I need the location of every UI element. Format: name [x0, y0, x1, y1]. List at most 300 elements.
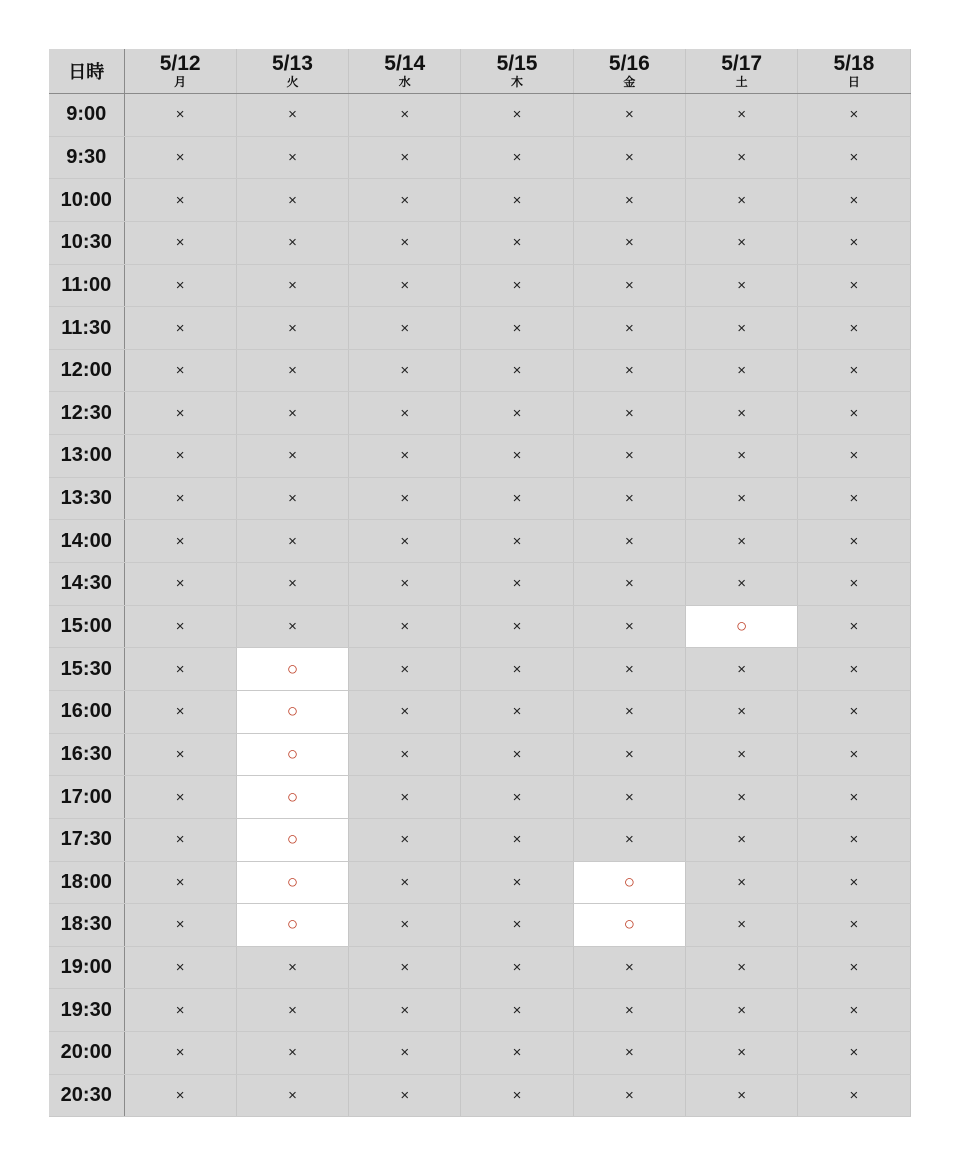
time-slot-row: [49, 1074, 910, 1117]
unavailable-x-mark: ×: [737, 703, 747, 721]
unavailable-slot-cell: [349, 605, 461, 648]
time-slot-row: [49, 520, 910, 563]
unavailable-slot-cell: [124, 648, 236, 691]
unavailable-slot-cell: [349, 520, 461, 563]
unavailable-x-mark: ×: [400, 234, 410, 252]
unavailable-slot-cell: [236, 435, 348, 478]
day-header: [349, 49, 461, 94]
unavailable-x-mark: ×: [849, 788, 859, 806]
unavailable-slot-cell: [461, 648, 573, 691]
unavailable-x-mark: ×: [624, 234, 634, 252]
unavailable-x-mark: ×: [400, 532, 410, 550]
time-slot-row: [49, 392, 910, 435]
unavailable-slot-cell: [124, 221, 236, 264]
unavailable-x-mark: ×: [288, 532, 297, 550]
unavailable-x-mark: ×: [512, 234, 522, 252]
unavailable-slot-cell: [685, 136, 797, 179]
unavailable-x-mark: ×: [288, 490, 297, 508]
unavailable-slot-cell: [461, 1074, 573, 1117]
unavailable-slot-cell: [573, 563, 685, 606]
unavailable-slot-cell: [798, 776, 910, 819]
available-circle-mark: ○: [286, 914, 299, 936]
unavailable-slot-cell: [461, 392, 573, 435]
unavailable-x-mark: ×: [624, 319, 634, 337]
unavailable-slot-cell: [573, 136, 685, 179]
unavailable-slot-cell: [573, 477, 685, 520]
unavailable-slot-cell: [349, 136, 461, 179]
unavailable-x-mark: ×: [175, 831, 185, 849]
unavailable-x-mark: ×: [624, 1044, 634, 1062]
unavailable-slot-cell: [461, 1032, 573, 1075]
unavailable-slot-cell: [685, 648, 797, 691]
unavailable-slot-cell: [573, 946, 685, 989]
unavailable-slot-cell: [573, 264, 685, 307]
unavailable-slot-cell: [236, 136, 348, 179]
unavailable-slot-cell: [573, 1074, 685, 1117]
time-slot-row: [49, 1032, 910, 1075]
unavailable-x-mark: ×: [624, 1001, 634, 1019]
unavailable-x-mark: ×: [849, 319, 859, 337]
unavailable-slot-cell: [124, 520, 236, 563]
unavailable-slot-cell: [685, 690, 797, 733]
day-header: [798, 49, 910, 94]
weekday-label: 日: [847, 75, 860, 89]
time-slot-row: [49, 435, 910, 478]
unavailable-slot-cell: [685, 179, 797, 222]
unavailable-slot-cell: [573, 435, 685, 478]
unavailable-x-mark: ×: [849, 703, 859, 721]
unavailable-x-mark: ×: [400, 319, 410, 337]
time-label: 18:30: [49, 904, 124, 947]
unavailable-slot-cell: [461, 818, 573, 861]
unavailable-x-mark: ×: [175, 618, 185, 635]
unavailable-slot-cell: [798, 605, 910, 648]
header-row: [49, 49, 910, 94]
unavailable-slot-cell: [124, 392, 236, 435]
unavailable-slot-cell: [573, 349, 685, 392]
unavailable-slot-cell: [573, 179, 685, 222]
unavailable-slot-cell: [685, 904, 797, 947]
unavailable-x-mark: ×: [175, 873, 185, 891]
unavailable-x-mark: ×: [737, 106, 747, 124]
schedule-header: [49, 49, 910, 94]
unavailable-slot-cell: [573, 733, 685, 776]
time-label: 16:30: [49, 733, 124, 776]
unavailable-x-mark: ×: [400, 362, 410, 380]
available-circle-mark: ○: [286, 701, 299, 723]
unavailable-x-mark: ×: [400, 191, 410, 209]
time-label: 17:30: [49, 818, 124, 861]
time-slot-row: [49, 307, 910, 350]
date-label: 5/12: [159, 52, 201, 75]
unavailable-x-mark: ×: [288, 1001, 297, 1019]
unavailable-slot-cell: [798, 349, 910, 392]
unavailable-slot-cell: [124, 563, 236, 606]
unavailable-x-mark: ×: [175, 959, 185, 977]
unavailable-x-mark: ×: [400, 447, 410, 465]
time-label: 10:30: [49, 221, 124, 264]
unavailable-x-mark: ×: [400, 276, 410, 294]
weekday-label: 月: [174, 75, 187, 89]
time-label: 14:30: [49, 563, 124, 606]
unavailable-x-mark: ×: [737, 1044, 747, 1062]
weekday-label: 金: [623, 75, 636, 89]
unavailable-slot-cell: [685, 946, 797, 989]
unavailable-x-mark: ×: [849, 234, 859, 252]
unavailable-slot-cell: [236, 477, 348, 520]
unavailable-slot-cell: [685, 818, 797, 861]
unavailable-slot-cell: [685, 349, 797, 392]
unavailable-slot-cell: [461, 690, 573, 733]
datetime-label: 日時: [68, 62, 105, 83]
unavailable-x-mark: ×: [624, 660, 634, 678]
unavailable-slot-cell: [461, 563, 573, 606]
available-circle-mark: ○: [286, 871, 299, 893]
unavailable-x-mark: ×: [175, 916, 185, 934]
unavailable-slot-cell: [124, 264, 236, 307]
unavailable-x-mark: ×: [175, 703, 185, 721]
time-label: 20:00: [49, 1032, 124, 1075]
unavailable-x-mark: ×: [512, 490, 522, 508]
unavailable-slot-cell: [685, 477, 797, 520]
unavailable-slot-cell: [573, 221, 685, 264]
time-label: 9:30: [49, 136, 124, 179]
unavailable-slot-cell: [461, 221, 573, 264]
time-label: 14:00: [49, 520, 124, 563]
unavailable-x-mark: ×: [849, 660, 859, 678]
available-circle-mark: ○: [735, 616, 748, 637]
unavailable-x-mark: ×: [737, 148, 747, 166]
unavailable-x-mark: ×: [288, 959, 297, 977]
unavailable-slot-cell: [573, 1032, 685, 1075]
unavailable-x-mark: ×: [512, 575, 522, 593]
unavailable-x-mark: ×: [175, 447, 185, 465]
unavailable-x-mark: ×: [175, 362, 185, 380]
unavailable-slot-cell: [573, 307, 685, 350]
date-label: 5/15: [496, 52, 538, 75]
unavailable-slot-cell: [349, 904, 461, 947]
unavailable-x-mark: ×: [624, 703, 634, 721]
unavailable-x-mark: ×: [849, 532, 859, 550]
unavailable-slot-cell: [124, 776, 236, 819]
unavailable-slot-cell: [349, 392, 461, 435]
unavailable-x-mark: ×: [512, 916, 522, 934]
time-slot-row: [49, 904, 910, 947]
unavailable-x-mark: ×: [849, 191, 859, 209]
time-slot-row: [49, 477, 910, 520]
unavailable-slot-cell: [236, 179, 348, 222]
unavailable-x-mark: ×: [400, 404, 410, 422]
time-slot-row: [49, 179, 910, 222]
unavailable-slot-cell: [236, 221, 348, 264]
unavailable-x-mark: ×: [512, 319, 522, 337]
unavailable-x-mark: ×: [849, 575, 859, 593]
unavailable-slot-cell: [461, 861, 573, 904]
unavailable-x-mark: ×: [400, 660, 410, 678]
unavailable-slot-cell: [573, 690, 685, 733]
available-circle-mark: ○: [623, 871, 636, 893]
day-header: [124, 49, 236, 94]
unavailable-x-mark: ×: [849, 831, 859, 849]
unavailable-x-mark: ×: [737, 319, 747, 337]
unavailable-slot-cell: [798, 648, 910, 691]
time-label: 13:00: [49, 435, 124, 478]
unavailable-x-mark: ×: [737, 447, 747, 465]
unavailable-x-mark: ×: [512, 959, 522, 977]
unavailable-slot-cell: [461, 776, 573, 819]
time-slot-row: [49, 818, 910, 861]
unavailable-slot-cell: [236, 1032, 348, 1075]
availability-schedule-table: [49, 49, 911, 1117]
unavailable-slot-cell: [124, 179, 236, 222]
unavailable-slot-cell: [798, 477, 910, 520]
unavailable-slot-cell: [461, 989, 573, 1032]
available-slot-cell: [236, 648, 348, 691]
date-label: 5/17: [721, 52, 763, 75]
unavailable-x-mark: ×: [737, 191, 747, 209]
unavailable-x-mark: ×: [737, 660, 747, 678]
unavailable-slot-cell: [685, 307, 797, 350]
unavailable-slot-cell: [349, 861, 461, 904]
available-circle-mark: ○: [286, 829, 299, 851]
available-slot-cell: [573, 904, 685, 947]
unavailable-slot-cell: [124, 605, 236, 648]
unavailable-x-mark: ×: [175, 404, 185, 422]
unavailable-slot-cell: [349, 1074, 461, 1117]
unavailable-slot-cell: [685, 435, 797, 478]
unavailable-slot-cell: [798, 818, 910, 861]
unavailable-slot-cell: [236, 392, 348, 435]
unavailable-x-mark: ×: [400, 703, 410, 721]
unavailable-x-mark: ×: [175, 1087, 185, 1105]
unavailable-x-mark: ×: [288, 404, 297, 422]
unavailable-slot-cell: [349, 349, 461, 392]
time-label: 13:30: [49, 477, 124, 520]
unavailable-x-mark: ×: [175, 191, 185, 209]
time-slot-row: [49, 605, 910, 648]
unavailable-x-mark: ×: [624, 106, 634, 124]
unavailable-x-mark: ×: [400, 490, 410, 508]
time-label: 12:00: [49, 349, 124, 392]
unavailable-slot-cell: [349, 435, 461, 478]
time-slot-row: [49, 989, 910, 1032]
corner-header: [49, 49, 124, 94]
unavailable-slot-cell: [461, 904, 573, 947]
unavailable-slot-cell: [236, 349, 348, 392]
time-slot-row: [49, 563, 910, 606]
time-label: 15:00: [49, 605, 124, 648]
unavailable-x-mark: ×: [849, 404, 859, 422]
unavailable-slot-cell: [236, 563, 348, 606]
unavailable-x-mark: ×: [849, 106, 859, 124]
time-label: 17:00: [49, 776, 124, 819]
time-label: 19:00: [49, 946, 124, 989]
unavailable-x-mark: ×: [288, 319, 297, 337]
unavailable-x-mark: ×: [737, 362, 747, 380]
unavailable-x-mark: ×: [400, 148, 410, 166]
unavailable-x-mark: ×: [737, 1087, 747, 1105]
unavailable-x-mark: ×: [624, 1087, 634, 1105]
unavailable-slot-cell: [685, 861, 797, 904]
time-label: 19:30: [49, 989, 124, 1032]
available-slot-cell: [685, 605, 797, 648]
unavailable-x-mark: ×: [512, 1087, 522, 1105]
unavailable-slot-cell: [461, 435, 573, 478]
available-slot-cell: [573, 861, 685, 904]
unavailable-x-mark: ×: [400, 831, 410, 849]
unavailable-x-mark: ×: [737, 745, 747, 763]
unavailable-x-mark: ×: [512, 362, 522, 380]
unavailable-x-mark: ×: [400, 873, 410, 891]
time-slot-row: [49, 94, 910, 137]
time-slot-row: [49, 136, 910, 179]
unavailable-x-mark: ×: [512, 660, 522, 678]
unavailable-slot-cell: [461, 307, 573, 350]
unavailable-slot-cell: [349, 946, 461, 989]
unavailable-slot-cell: [236, 605, 348, 648]
unavailable-slot-cell: [124, 733, 236, 776]
unavailable-x-mark: ×: [175, 148, 185, 166]
time-label: 11:00: [49, 264, 124, 307]
date-label: 5/18: [833, 52, 875, 75]
unavailable-slot-cell: [349, 94, 461, 137]
unavailable-slot-cell: [461, 946, 573, 989]
unavailable-x-mark: ×: [400, 916, 410, 934]
unavailable-x-mark: ×: [624, 745, 634, 763]
time-slot-row: [49, 648, 910, 691]
unavailable-x-mark: ×: [849, 1044, 859, 1062]
unavailable-x-mark: ×: [400, 575, 410, 593]
unavailable-x-mark: ×: [400, 1044, 410, 1062]
unavailable-slot-cell: [798, 94, 910, 137]
unavailable-slot-cell: [124, 818, 236, 861]
unavailable-slot-cell: [685, 94, 797, 137]
time-slot-row: [49, 776, 910, 819]
unavailable-slot-cell: [461, 605, 573, 648]
unavailable-x-mark: ×: [512, 447, 522, 465]
time-slot-row: [49, 264, 910, 307]
unavailable-slot-cell: [798, 690, 910, 733]
unavailable-x-mark: ×: [400, 788, 410, 806]
unavailable-x-mark: ×: [175, 490, 185, 508]
unavailable-slot-cell: [236, 94, 348, 137]
unavailable-x-mark: ×: [624, 618, 634, 635]
unavailable-slot-cell: [461, 264, 573, 307]
weekday-label: 土: [735, 75, 748, 89]
time-label: 10:00: [49, 179, 124, 222]
unavailable-slot-cell: [461, 349, 573, 392]
unavailable-x-mark: ×: [512, 191, 522, 209]
unavailable-slot-cell: [124, 349, 236, 392]
date-label: 5/14: [384, 52, 426, 75]
unavailable-x-mark: ×: [400, 618, 410, 635]
unavailable-slot-cell: [124, 690, 236, 733]
unavailable-x-mark: ×: [288, 362, 297, 380]
unavailable-x-mark: ×: [175, 1001, 185, 1019]
weekday-label: 水: [398, 75, 411, 89]
unavailable-x-mark: ×: [400, 959, 410, 977]
unavailable-slot-cell: [124, 94, 236, 137]
unavailable-slot-cell: [349, 690, 461, 733]
unavailable-x-mark: ×: [512, 404, 522, 422]
available-circle-mark: ○: [286, 786, 299, 808]
unavailable-slot-cell: [685, 733, 797, 776]
unavailable-x-mark: ×: [737, 404, 747, 422]
unavailable-x-mark: ×: [512, 148, 522, 166]
unavailable-slot-cell: [798, 1074, 910, 1117]
time-label: 20:30: [49, 1074, 124, 1117]
unavailable-x-mark: ×: [175, 575, 185, 593]
unavailable-slot-cell: [685, 520, 797, 563]
unavailable-slot-cell: [798, 221, 910, 264]
unavailable-x-mark: ×: [737, 575, 747, 593]
unavailable-slot-cell: [349, 648, 461, 691]
unavailable-x-mark: ×: [512, 1001, 522, 1019]
unavailable-x-mark: ×: [849, 362, 859, 380]
unavailable-slot-cell: [573, 776, 685, 819]
unavailable-slot-cell: [573, 989, 685, 1032]
unavailable-x-mark: ×: [849, 916, 859, 934]
day-header: [461, 49, 573, 94]
available-circle-mark: ○: [286, 743, 299, 765]
time-slot-row: [49, 946, 910, 989]
unavailable-slot-cell: [124, 989, 236, 1032]
unavailable-x-mark: ×: [512, 831, 522, 849]
unavailable-x-mark: ×: [624, 532, 634, 550]
unavailable-x-mark: ×: [175, 319, 185, 337]
unavailable-x-mark: ×: [849, 959, 859, 977]
unavailable-x-mark: ×: [849, 745, 859, 763]
day-header: [573, 49, 685, 94]
unavailable-slot-cell: [124, 136, 236, 179]
unavailable-slot-cell: [236, 264, 348, 307]
unavailable-x-mark: ×: [288, 276, 297, 294]
unavailable-x-mark: ×: [849, 447, 859, 465]
weekday-label: 火: [286, 75, 299, 89]
unavailable-x-mark: ×: [737, 490, 747, 508]
unavailable-x-mark: ×: [624, 959, 634, 977]
unavailable-x-mark: ×: [512, 873, 522, 891]
unavailable-slot-cell: [349, 221, 461, 264]
unavailable-slot-cell: [461, 733, 573, 776]
unavailable-x-mark: ×: [737, 916, 747, 934]
available-slot-cell: [236, 776, 348, 819]
unavailable-slot-cell: [685, 563, 797, 606]
available-slot-cell: [236, 861, 348, 904]
time-label: 12:30: [49, 392, 124, 435]
unavailable-x-mark: ×: [624, 575, 634, 593]
available-circle-mark: ○: [286, 658, 299, 680]
unavailable-slot-cell: [798, 1032, 910, 1075]
unavailable-slot-cell: [798, 989, 910, 1032]
unavailable-slot-cell: [461, 477, 573, 520]
unavailable-slot-cell: [349, 179, 461, 222]
unavailable-x-mark: ×: [512, 1044, 522, 1062]
unavailable-x-mark: ×: [288, 191, 297, 209]
unavailable-x-mark: ×: [512, 618, 522, 635]
unavailable-x-mark: ×: [288, 575, 297, 593]
unavailable-x-mark: ×: [737, 276, 747, 294]
unavailable-slot-cell: [573, 818, 685, 861]
unavailable-x-mark: ×: [400, 745, 410, 763]
unavailable-x-mark: ×: [849, 1087, 859, 1105]
date-label: 5/13: [272, 52, 313, 75]
unavailable-slot-cell: [798, 904, 910, 947]
unavailable-slot-cell: [798, 435, 910, 478]
unavailable-x-mark: ×: [849, 1001, 859, 1019]
unavailable-x-mark: ×: [512, 703, 522, 721]
unavailable-x-mark: ×: [288, 1087, 297, 1105]
